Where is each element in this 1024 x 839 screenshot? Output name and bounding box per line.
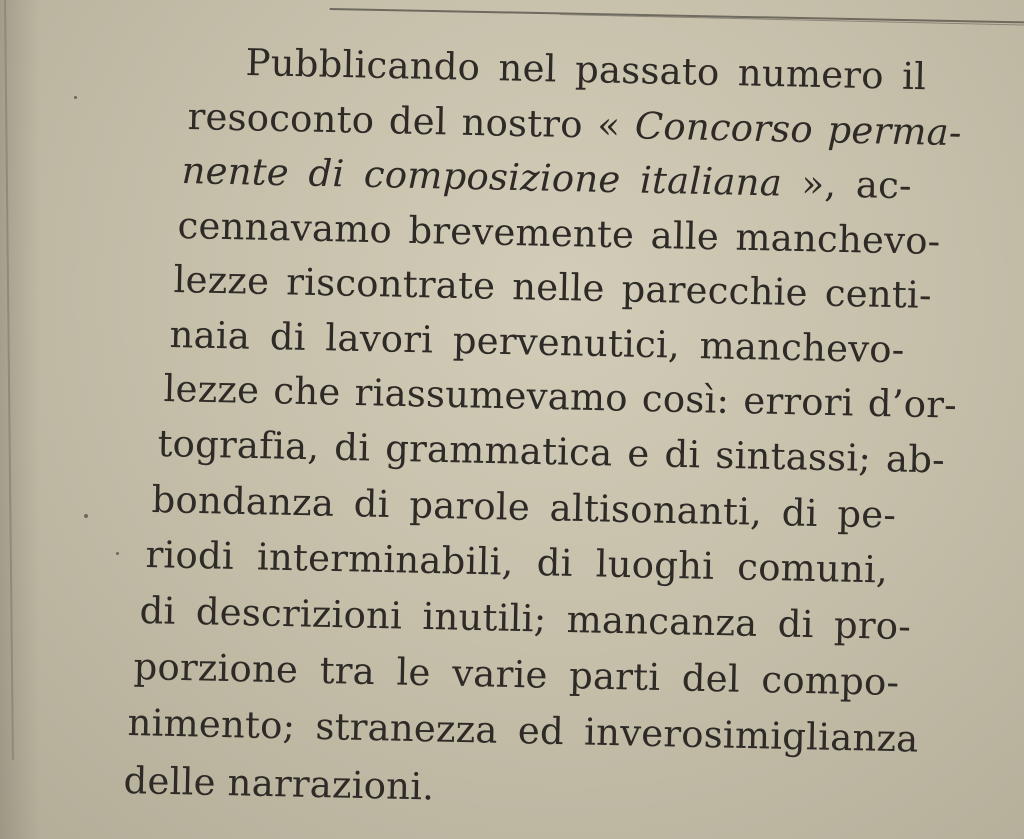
text-line-12 <box>133 645 900 705</box>
text-line-11 <box>139 589 912 649</box>
line-text: », ac- <box>781 161 913 208</box>
text-line-14 <box>123 759 435 809</box>
line-text: bondanza di parole altisonanti, di pe- <box>151 478 897 537</box>
text-line-9 <box>151 478 897 537</box>
line-text: naia di lavori pervenutici, manchevo- <box>169 313 905 372</box>
text-line-7 <box>163 367 958 427</box>
line-text: delle narrazioni. <box>123 759 435 809</box>
line-text: Pubblicando nel passato numero il <box>245 41 927 99</box>
text-line-3 <box>181 149 913 208</box>
text-line-5 <box>173 258 933 317</box>
text-line-13 <box>127 701 919 761</box>
line-text: lezze che riassumevamo così: errori d’or- <box>163 367 958 427</box>
line-text: tografia, di grammatica e di sintassi; ab- <box>157 422 946 482</box>
text-line-2 <box>187 95 963 155</box>
line-text: porzione tra le varie parti del compo- <box>133 645 900 705</box>
text-line-1 <box>245 41 927 99</box>
text-line-6 <box>169 313 905 372</box>
line-text: resoconto del nostro « <box>187 95 636 148</box>
line-text: nimento; stranezza ed inverosimiglianza <box>127 701 919 761</box>
text-line-10 <box>145 533 889 592</box>
line-text: riodi interminabili, di luoghi comuni, <box>145 533 889 592</box>
text-line-4 <box>177 204 941 263</box>
line-text: cennavamo brevemente alle manchevo- <box>177 204 941 263</box>
italic-title-text: Concorso perma- <box>634 104 963 155</box>
line-text: lezze riscontrate nelle parecchie centi- <box>173 258 933 317</box>
text-line-8 <box>157 422 946 482</box>
line-text: di descrizioni inutili; mancanza di pro- <box>139 589 912 649</box>
italic-title-text: nente di composizione italiana <box>181 149 783 205</box>
